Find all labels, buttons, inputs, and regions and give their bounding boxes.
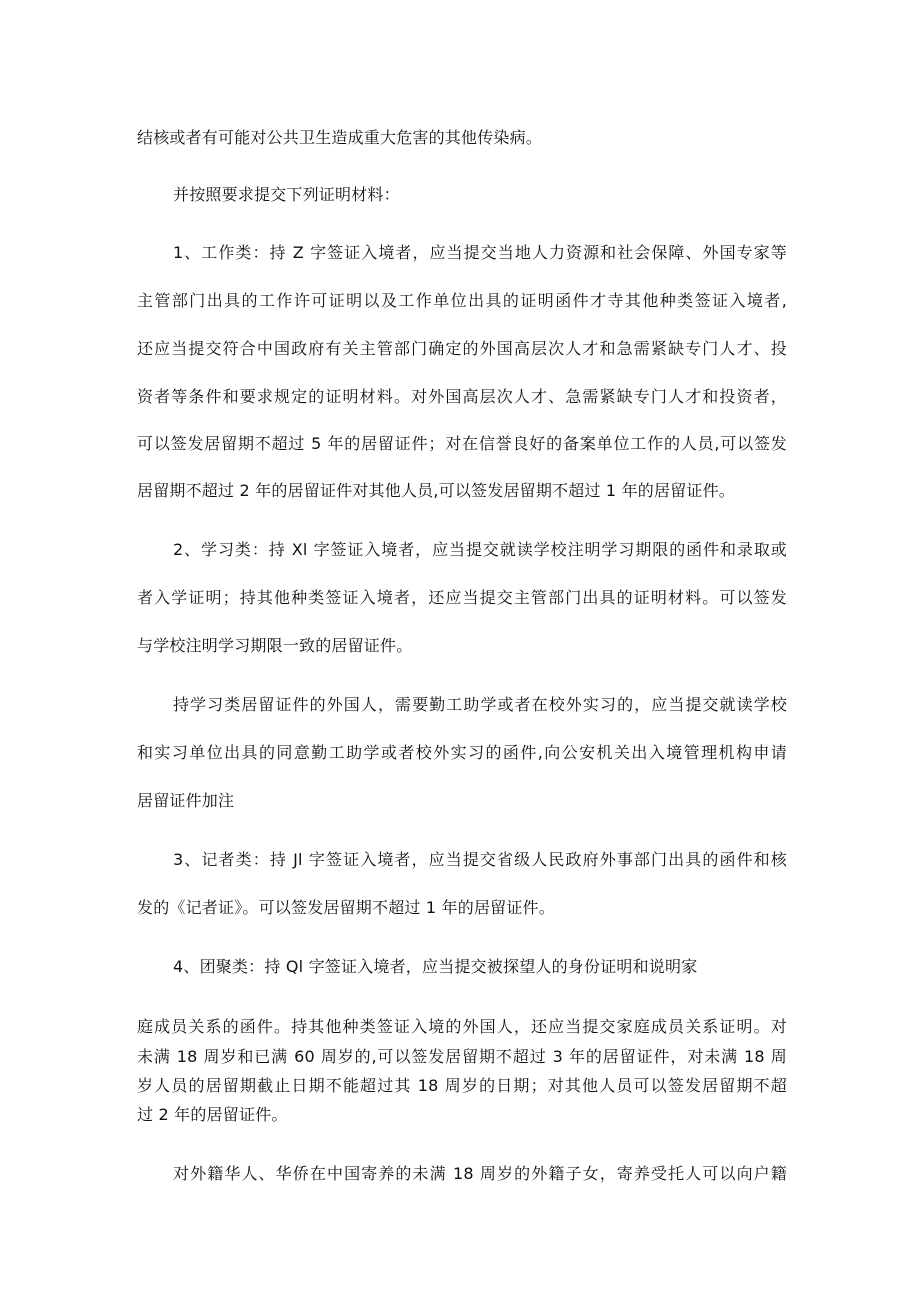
text-line: 1、工作类：持 Z 字签证入境者，应当提交当地人力资源和社会保障、外国专家等 — [173, 243, 787, 262]
text-line: 与学校注明学习期限一致的居留证件。 — [137, 636, 413, 655]
text-line: 还应当提交符合中国政府有关主管部门确定的外国高层次人才和急需紧缺专门人才、投 — [137, 339, 787, 358]
text-line: 持学习类居留证件的外国人，需要勤工助学或者在校外实习的，应当提交就读学校 — [173, 695, 787, 714]
text-line: 发的《记者证》。可以签发居留期不超过 1 年的居留证件。 — [137, 898, 555, 917]
text-line: 主管部门出具的工作许可证明以及工作单位出具的证明函件才寺其他种类签证入境者, — [137, 291, 787, 310]
text-line: 并按照要求提交下列证明材料： — [173, 185, 400, 204]
text-line: 4、团聚类：持 Ql 字签证入境者，应当提交被探望人的身份证明和说明家 — [173, 957, 698, 976]
text-line: 者入学证明；持其他种类签证入境者，还应当提交主管部门出具的证明材料。可以签发 — [137, 588, 787, 607]
text-line: 未满 18 周岁和已满 60 周岁的,可以签发居留期不超过 3 年的居留证件，对未满 18 周 — [137, 1047, 787, 1066]
text-line: 2、学习类：持 Xl 字签证入境者，应当提交就读学校注明学习期限的函件和录取或 — [173, 540, 787, 559]
text-line: 居留证件加注 — [137, 791, 235, 810]
text-line: 3、记者类：持 Jl 字签证入境者，应当提交省级人民政府外事部门出具的函件和核 — [173, 850, 787, 869]
text-line: 庭成员关系的函件。持其他种类签证入境的外国人，还应当提交家庭成员关系证明。对 — [137, 1017, 787, 1036]
text-line: 可以签发居留期不超过 5 年的居留证件；对在信誉良好的备案单位工作的人员,可以签发 — [137, 434, 787, 453]
text-line: 岁人员的居留期截止日期不能超过其 18 周岁的日期；对其他人员可以签发居留期不超 — [137, 1076, 787, 1095]
text-line: 和实习单位出具的同意勤工助学或者校外实习的函件,向公安机关出入境管理机构申请 — [137, 743, 787, 762]
text-line: 居留期不超过 2 年的居留证件对其他人员,可以签发居留期不超过 1 年的居留证件。 — [137, 481, 735, 500]
text-line: 过 2 年的居留证件。 — [137, 1105, 288, 1124]
text-line: 对外籍华人、华侨在中国寄养的未满 18 周岁的外籍子女，寄养受托人可以向户籍 — [173, 1164, 787, 1183]
text-line: 资者等条件和要求规定的证明材料。对外国高层次人才、急需紧缺专门人才和投资者， — [137, 387, 787, 406]
text-line: 结核或者有可能对公共卫生造成重大危害的其他传染病。 — [137, 128, 543, 147]
